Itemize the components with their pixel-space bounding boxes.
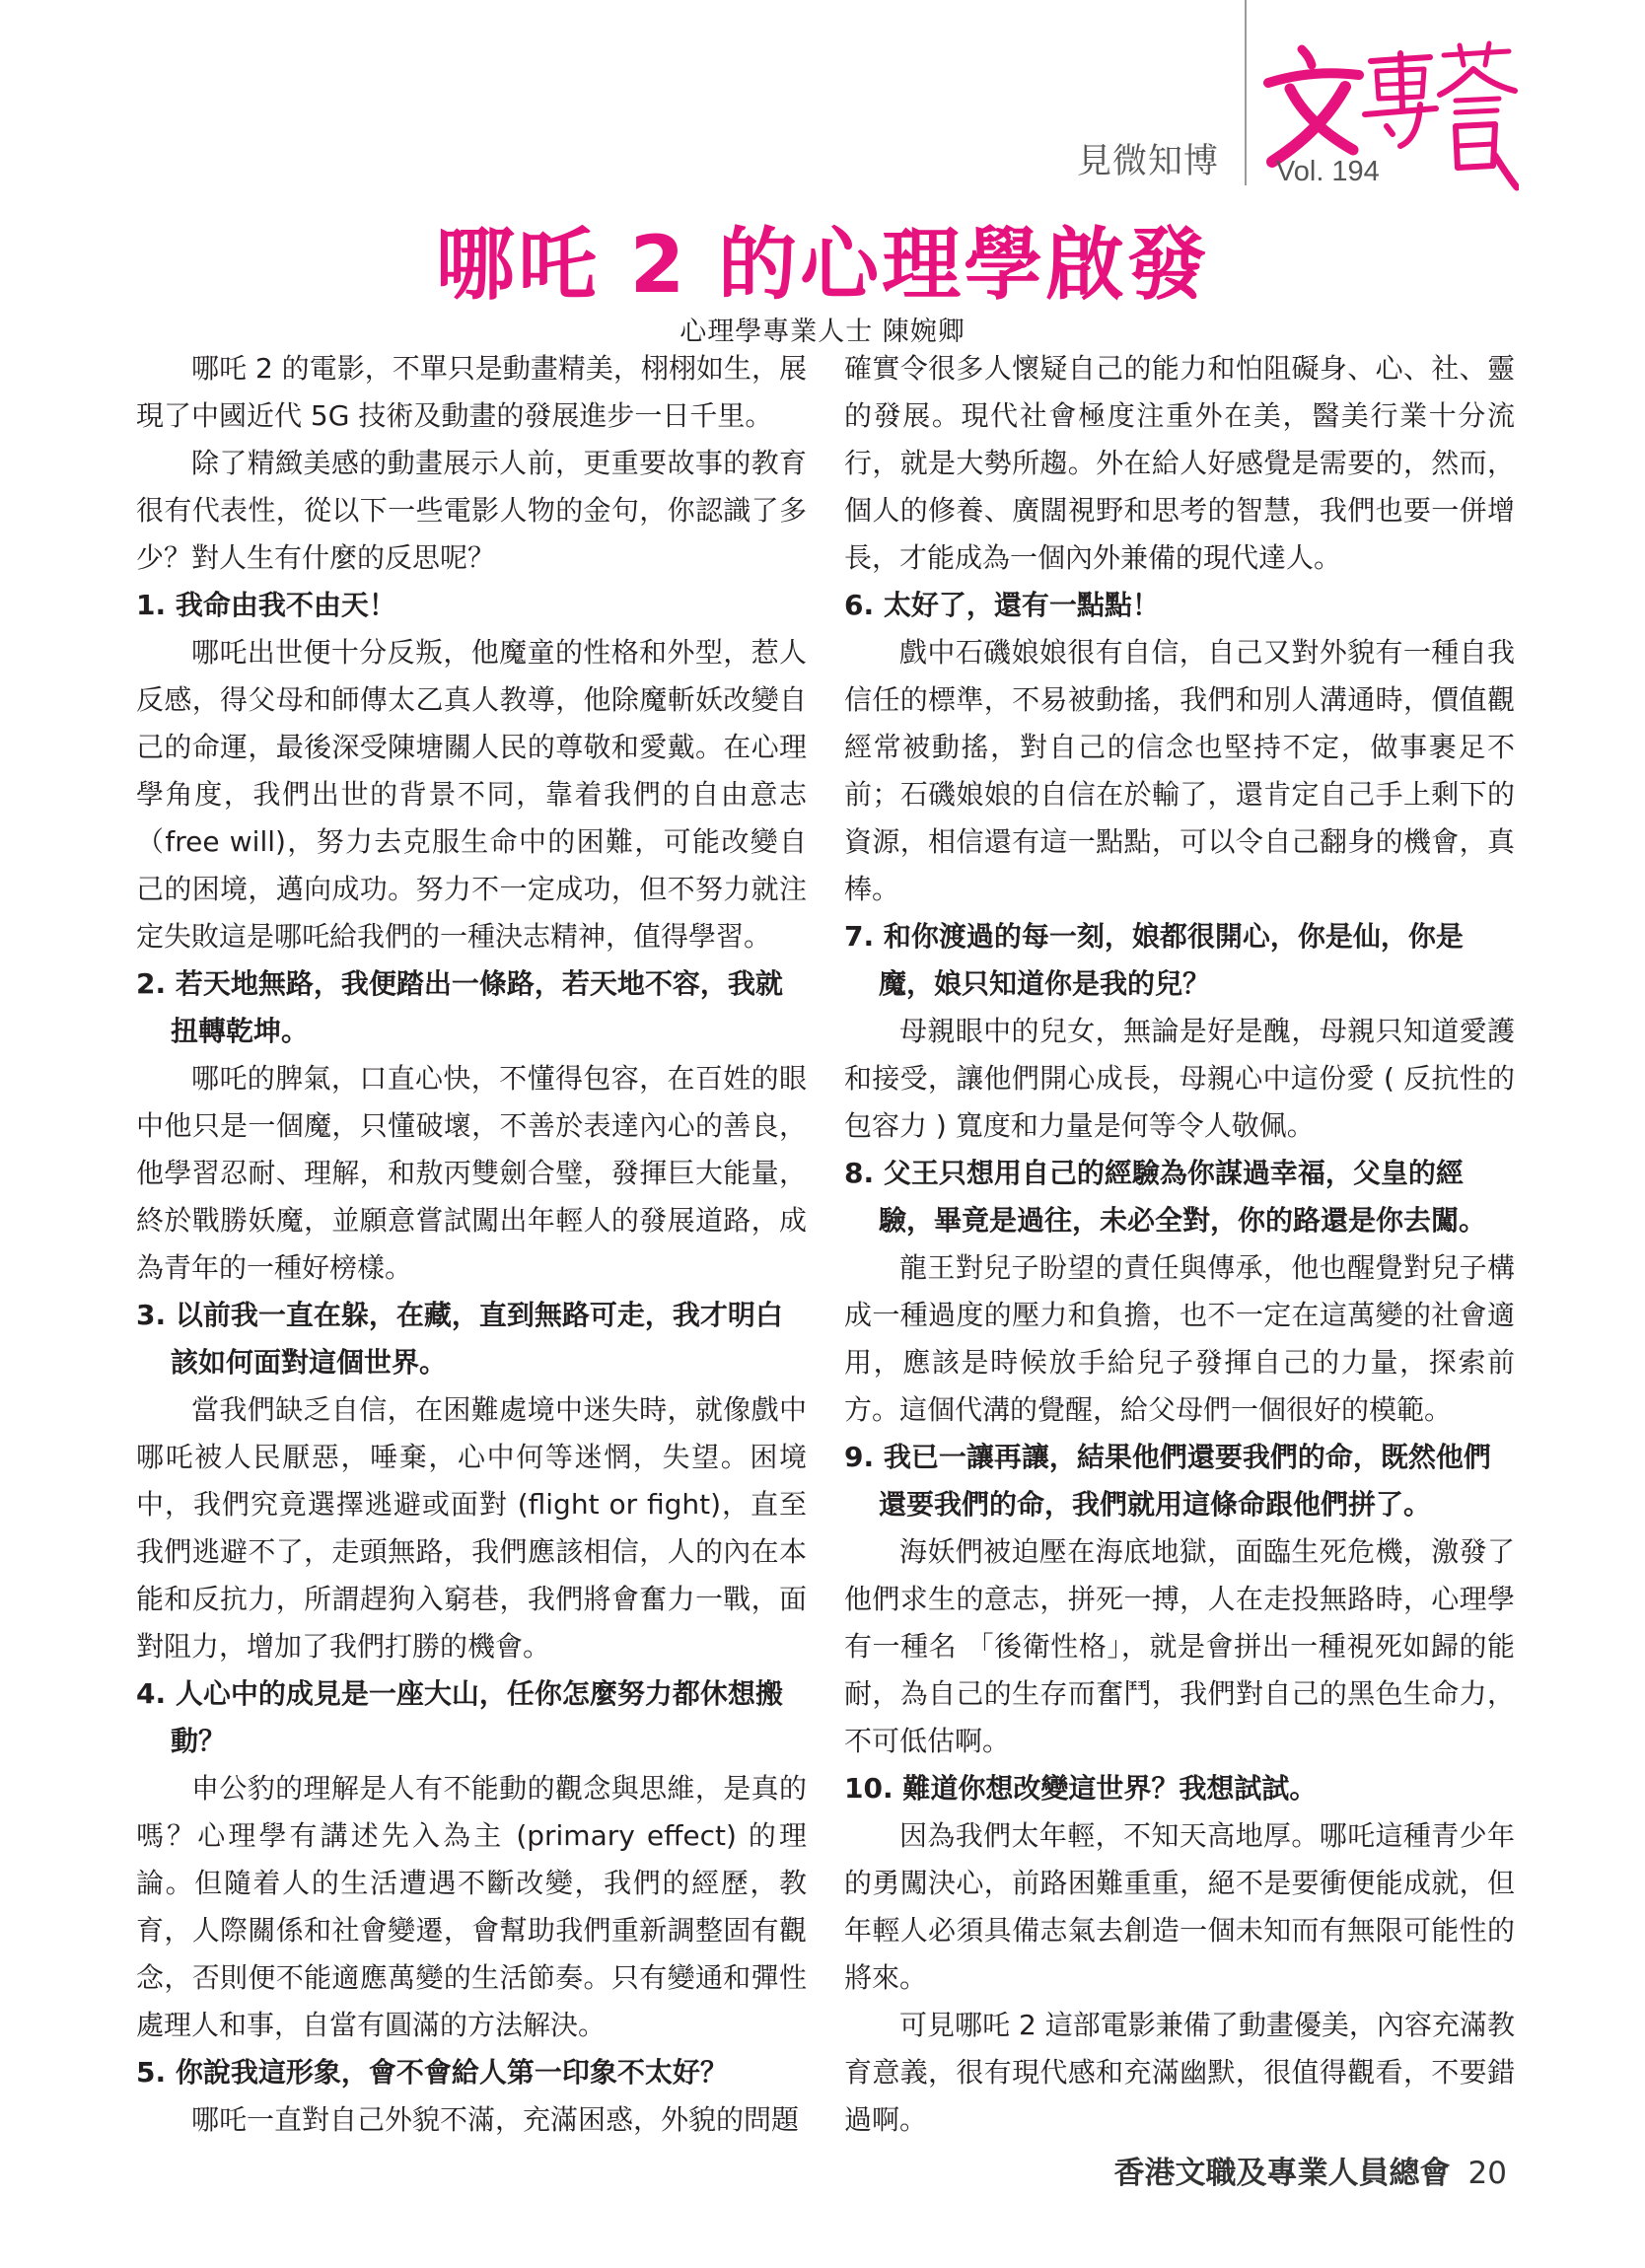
paragraph: 哪吒的脾氣，口直心快，不懂得包容，在百姓的眼中他只是一個魔，只懂破壞，不善於表達內心的善良，他學習忍耐、理解，和敖丙雙劍合璧，發揮巨大能量，終於戰勝妖魔，並願意嘗試闖出年輕人的發展道路，成為青年的一種好榜樣。 [136, 1062, 807, 1284]
section-heading: 7. 和你渡過的每一刻，娘都很開心，你是仙，你是魔，娘只知道你是我的兒？ [844, 920, 1464, 1000]
section-heading: 2. 若天地無路，我便踏出一條路，若天地不容，我就扭轉乾坤。 [136, 967, 783, 1047]
header-section-label: 見微知博 [1077, 142, 1220, 181]
paragraph: 母親眼中的兒女，無論是好是醜，母親只知道愛護和接受，讓他們開心成長，母親心中這份愛 ( 反抗性的包容力 ) 寬度和力量是何等令人敬佩。 [844, 1015, 1515, 1142]
section-heading: 5. 你說我這形象，會不會給人第一印象不太好？ [136, 2056, 728, 2089]
paragraph: 龍王對兒子盼望的責任與傳承，他也醒覺對兒子構成一種過度的壓力和負擔，也不一定在這萬變的社會適用，應該是時候放手給兒子發揮自己的力量，探索前方。這個代溝的覺醒，給父母們一個很好的模範。 [844, 1251, 1515, 1426]
section-heading: 8. 父王只想用自己的經驗為你謀過幸福，父皇的經驗，畢竟是過往，未必全對，你的路還是你去闖。 [844, 1157, 1487, 1237]
volume-label: Vol. 194 [1276, 156, 1380, 187]
paragraph: 戲中石磯娘娘很有自信，自己又對外貌有一種自我信任的標準，不易被動搖，我們和別人溝通時，價值觀經常被動搖，對自己的信念也堅持不定，做事裹足不前；石磯娘娘的自信在於輸了，還肯定自己手上剩下的資源，相信還有這一點點，可以令自己翻身的機會，真棒。 [844, 636, 1515, 905]
paragraph: 哪吒 2 的電影，不單只是動畫精美，栩栩如生，展現了中國近代 5G 技術及動畫的發展進步一日千里。 [136, 352, 807, 432]
paragraph: 因為我們太年輕，不知天高地厚。哪吒這種青少年的勇闖決心，前路困難重重，絕不是要衝便能成就，但年輕人必須具備志氣去創造一個未知而有無限可能性的將來。 [844, 1819, 1515, 1994]
section-heading: 1. 我命由我不由天！ [136, 589, 396, 621]
paragraph: 哪吒一直對自己外貌不滿，充滿困惑，外貌的問題 [191, 2103, 800, 2136]
page-number: 20 [1467, 2156, 1507, 2191]
paragraph: 除了精緻美感的動畫展示人前，更重要故事的教育很有代表性，從以下一些電影人物的金句，你認識了多少？對人生有什麼的反思呢？ [136, 447, 807, 574]
paragraph: 海妖們被迫壓在海底地獄，面臨生死危機，激發了他們求生的意志，拼死一搏，人在走投無路時，心理學有一種名 「後衛性格」，就是會拼出一種視死如歸的能耐，為自己的生存而奮鬥，我們對自己的黑色生命力，不可低估啊。 [844, 1535, 1515, 1757]
section-heading: 3. 以前我一直在躲，在藏，直到無路可走，我才明白該如何面對這個世界。 [136, 1299, 783, 1379]
footer-organization: 香港文職及專業人員總會 [1113, 2156, 1451, 2191]
section-heading: 6. 太好了，還有一點點！ [844, 589, 1160, 621]
magazine-logo [1262, 39, 1519, 197]
paragraph: 當我們缺乏自信，在困難處境中迷失時，就像戲中哪吒被人民厭惡，唾棄，心中何等迷惘，失望。困境中，我們究竟選擇逃避或面對 (flight or fight)，直至我們逃避不了，走頭無路，我們應該相信，人的內在本能和反抗力，所謂趕狗入窮巷，我們將會奮力一戰，面對阻力，增加了我們打勝的機會。 [136, 1393, 807, 1663]
section-heading: 9. 我已一讓再讓，結果他們還要我們的命，既然他們還要我們的命，我們就用這條命跟他們拼了。 [844, 1441, 1491, 1521]
left-column [136, 345, 807, 2144]
section-heading: 4. 人心中的成見是一座大山，任你怎麼努力都休想搬動？ [136, 1677, 783, 1757]
article-author: 心理學專業人士 陳婉卿 [679, 317, 966, 347]
paragraph: 申公豹的理解是人有不能動的觀念與思維，是真的嗎？心理學有講述先入為主 (primary effect) 的理論。但隨着人的生活遭遇不斷改變，我們的經歷，教育，人際關係和社會變遷，會幫助我們重新調整固有觀念，否則便不能適應萬變的生活節奏。只有變通和彈性處理人和事，自當有圓滿的方法解決。 [136, 1772, 807, 2041]
paragraph: 可見哪吒 2 這部電影兼備了動畫優美，內容充滿教育意義，很有現代感和充滿幽默，很值得觀看，不要錯過啊。 [844, 2009, 1515, 2136]
paragraph: 確實令很多人懷疑自己的能力和怕阻礙身、心、社、靈的發展。現代社會極度注重外在美，醫美行業十分流行，就是大勢所趨。外在給人好感覺是需要的，然而，個人的修養、廣闊視野和思考的智慧，我們也要一併增長，才能成為一個內外兼備的現代達人。 [844, 352, 1515, 574]
article-title: 哪吒 2 的心理學啟發 [435, 219, 1210, 311]
right-column [844, 345, 1515, 2144]
section-heading: 10. 難道你想改變這世界？我想試試。 [844, 1772, 1318, 1805]
paragraph: 哪吒出世便十分反叛，他魔童的性格和外型，惹人反感，得父母和師傳太乙真人教導，他除魔斬妖改變自己的命運，最後深受陳塘關人民的尊敬和愛戴。在心理學角度，我們出世的背景不同，靠着我們的自由意志（free will)，努力去克服生命中的困難，可能改變自己的困境，邁向成功。努力不一定成功，但不努力就注定失敗這是哪吒給我們的一種決志精神，值得學習。 [136, 636, 807, 953]
footer [1114, 2148, 1507, 2192]
header-divider [1245, 0, 1247, 185]
